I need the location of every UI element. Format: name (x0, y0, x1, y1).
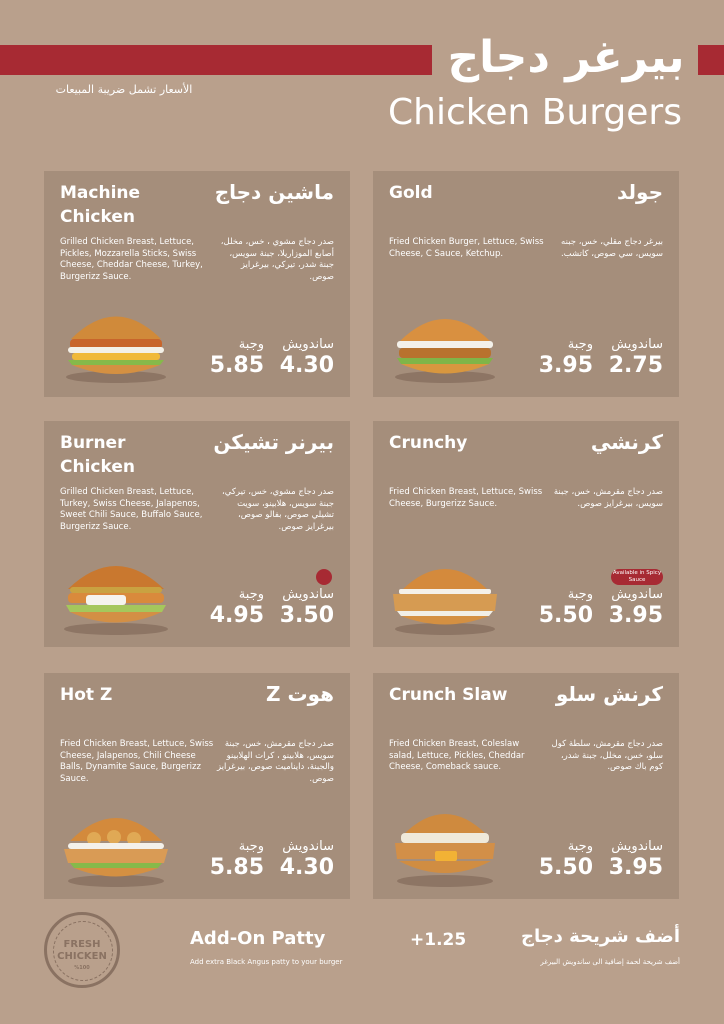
item-description-ar: صدر دجاج مقرمش، سلطة كول سلو، خس، مخلل، جبنة شدر، كوم باك صوص. (551, 739, 663, 772)
burger-image (385, 299, 505, 389)
menu-item-card (44, 421, 350, 647)
sandwich-label: ساندويش (611, 839, 663, 854)
meal-price-block (194, 337, 264, 380)
stamp-line-2: CHICKEN (57, 951, 107, 962)
meal-price-block (523, 337, 593, 380)
item-description-en: Fried Chicken Burger, Lettuce, Swiss Cheese, C Sauce, Ketchup. (389, 237, 544, 259)
sandwich-price-block (264, 337, 334, 380)
item-name-ar: كرنشي (590, 430, 663, 454)
meal-price: 3.95 (538, 353, 593, 378)
menu-item-card (373, 171, 679, 397)
meal-label: وجبة (567, 587, 593, 602)
sandwich-price: 3.95 (608, 855, 663, 880)
fresh-chicken-stamp (44, 912, 120, 988)
sandwich-price-block (593, 839, 663, 882)
sandwich-price: 4.30 (279, 353, 334, 378)
meal-label: وجبة (567, 839, 593, 854)
item-name-en: Hot Z (60, 685, 113, 705)
stamp-line-1: FRESH (63, 939, 101, 950)
item-description-ar: صدر دجاج مقرمش، خس، جبنة سويس، بيرغرايز صوص. (553, 487, 663, 509)
sandwich-label: ساندويش (611, 337, 663, 352)
menu-item-card (44, 171, 350, 397)
meal-price-block (523, 587, 593, 630)
meal-label: وجبة (238, 337, 264, 352)
item-name-en: Crunchy (389, 433, 468, 453)
sandwich-label: ساندويش (282, 587, 334, 602)
spicy-sauce-badge: Available in Spicy Sauce (612, 570, 662, 583)
sandwich-price-block (593, 337, 663, 380)
item-name-en: Gold (389, 183, 433, 203)
sandwich-label: ساندويش (282, 337, 334, 352)
tax-note: الأسعار تشمل ضريبة المبيعات (55, 83, 193, 96)
sandwich-label: ساندويش (611, 587, 663, 602)
addon-price: +1.25 (410, 930, 467, 950)
item-name-ar: هوت Z (266, 682, 334, 706)
item-description-ar: صدر دجاج مشوي ، خس، مخلل، أصابع الموزاريلا، جبنة سويس، جبنة شدر، تيركي، بيرغرايز صوص. (220, 237, 334, 282)
item-description-ar: صدر دجاج مشوي، خس، تيركي، جبنة سويس، هلابينو، سويت تشيلي صوص، بفالو صوص، بيرغرايز صوص. (222, 487, 334, 532)
sandwich-label: ساندويش (282, 839, 334, 854)
header-band-right (698, 45, 724, 75)
sandwich-price: 3.95 (608, 603, 663, 628)
item-description-en: Grilled Chicken Breast, Lettuce, Pickles, Mozzarella Sticks, Swiss Cheese, Cheddar Cheese, Turkey, Burgerizz Sauce. (60, 237, 203, 282)
item-name-en: Machine Chicken (60, 183, 141, 227)
page-title-arabic: بيرغر دجاج (447, 32, 685, 83)
stamp-line-3: %100 (74, 965, 90, 971)
meal-price-block (194, 587, 264, 630)
item-description-en: Fried Chicken Breast, Lettuce, Swiss Cheese, Burgerizz Sauce. (389, 487, 543, 509)
item-name-en: Burner Chicken (60, 433, 135, 477)
meal-price: 4.95 (209, 603, 264, 628)
meal-price: 5.85 (209, 855, 264, 880)
addon-title-ar: أضف شريحة دجاج (520, 926, 680, 947)
item-name-ar: ماشين دجاج (214, 180, 334, 204)
meal-price: 5.50 (538, 855, 593, 880)
burger-image (385, 549, 505, 639)
sandwich-price: 4.30 (279, 855, 334, 880)
meal-label: وجبة (238, 839, 264, 854)
meal-price: 5.85 (209, 353, 264, 378)
addon-subtitle-ar: أضف شريحة لحمة إضافية الى ساندويش البيرغر (540, 958, 680, 966)
menu-item-card (373, 421, 679, 647)
menu-item-card (373, 673, 679, 899)
item-name-ar: جولد (616, 180, 663, 204)
sandwich-price-block (593, 587, 663, 630)
meal-price-block (194, 839, 264, 882)
item-name-ar: بيرنر تشيكن (213, 430, 334, 454)
item-name-en: Crunch Slaw (389, 685, 508, 705)
addon-subtitle-en: Add extra Black Angus patty to your burger (190, 958, 343, 966)
item-description-en: Fried Chicken Breast, Lettuce, Swiss Cheese, Jalapenos, Chili Cheese Balls, Dynamite Sauce, Burgerizz Sauce. (60, 739, 214, 784)
sandwich-price-block (264, 839, 334, 882)
addon-title-en: Add-On Patty (190, 928, 326, 949)
menu-item-card (44, 673, 350, 899)
page-title-english: Chicken Burgers (388, 92, 682, 133)
item-name-ar: كرنش سلو (555, 682, 663, 706)
burger-image (56, 801, 176, 891)
header-band-left (0, 45, 432, 75)
meal-label: وجبة (238, 587, 264, 602)
burger-image (385, 801, 505, 891)
item-description-ar: صدر دجاج مقرمش، خس، جبنة سويس، هلابينو ، كرات الهلابينو والجبنة، دايناميت صوص، بيرغرايز صوص. (216, 739, 334, 784)
meal-price-block (523, 839, 593, 882)
item-description-en: Grilled Chicken Breast, Lettuce, Turkey, Swiss Cheese, Jalapenos, Sweet Chili Sauce, Buffalo Sauce, Burgerizz Sauce. (60, 487, 203, 532)
meal-label: وجبة (567, 337, 593, 352)
sandwich-price: 3.50 (279, 603, 334, 628)
burger-image (56, 299, 176, 389)
sandwich-price: 2.75 (608, 353, 663, 378)
spicy-chili-icon (316, 569, 332, 585)
burger-image (56, 549, 176, 639)
meal-price: 5.50 (538, 603, 593, 628)
item-description-en: Fried Chicken Breast, Coleslaw salad, Lettuce, Pickles, Cheddar Cheese, Comeback sauce. (389, 739, 525, 772)
sandwich-price-block (264, 587, 334, 630)
item-description-ar: بيرغر دجاج مقلي، خس، جبنه سويس، سي صوص، كاتشب. (560, 237, 663, 259)
